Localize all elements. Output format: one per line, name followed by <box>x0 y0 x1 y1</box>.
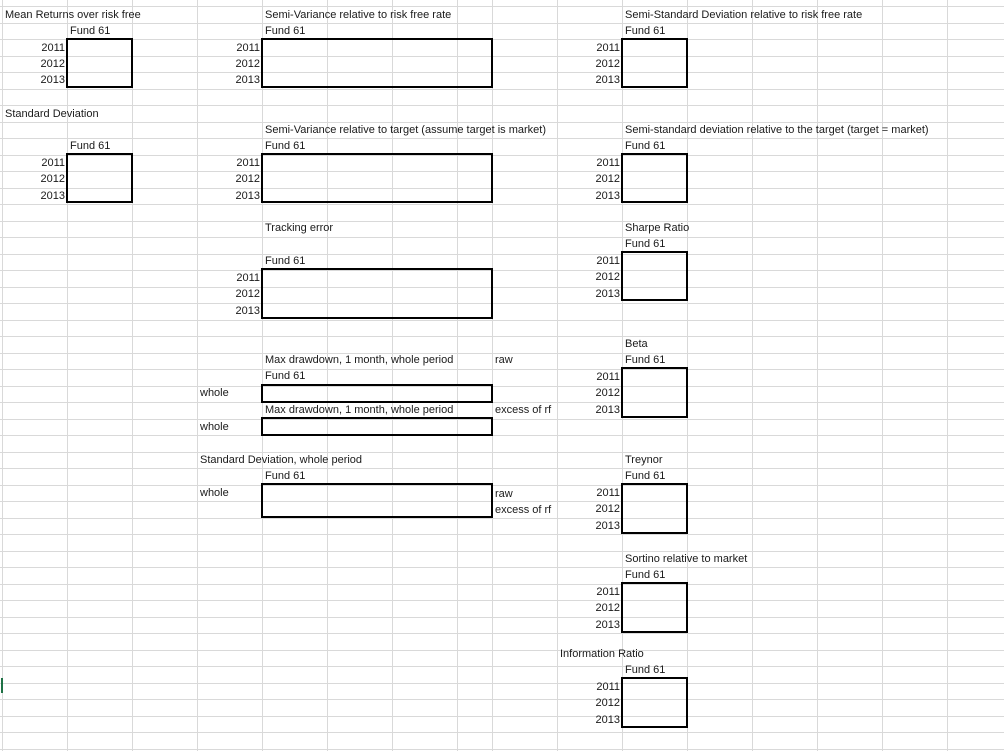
gridline <box>0 204 1004 205</box>
semi-sd-target-year-2011: 2011 <box>596 157 620 169</box>
gridline <box>0 188 1004 189</box>
gridline <box>0 435 1004 436</box>
gridline <box>0 386 1004 387</box>
gridline <box>0 155 1004 156</box>
max-drawdown-excess-title: Max drawdown, 1 month, whole period <box>265 404 454 416</box>
gridline <box>0 287 1004 288</box>
max-drawdown-fund-label: Fund 61 <box>265 370 306 382</box>
max-drawdown-raw-label: raw <box>495 354 513 366</box>
std-whole-excess-label: excess of rf <box>495 504 552 516</box>
semi-var-rf-fund-label: Fund 61 <box>265 25 306 37</box>
tracking-error-year-2011: 2011 <box>236 272 260 284</box>
mean-returns-year-2012: 2012 <box>40 58 65 70</box>
gridline <box>0 683 1004 684</box>
gridline <box>557 0 558 751</box>
semi-var-rf-input-box[interactable] <box>261 38 493 88</box>
gridline <box>0 89 1004 90</box>
treynor-year-2013: 2013 <box>595 520 620 532</box>
semi-var-rf-year-2012: 2012 <box>235 58 260 70</box>
max-drawdown-excess-input-box[interactable] <box>261 417 493 436</box>
sharpe-title: Sharpe Ratio <box>625 222 690 234</box>
gridline <box>0 171 1004 172</box>
max-drawdown-raw-title: Max drawdown, 1 month, whole period <box>265 354 454 366</box>
gridline <box>0 336 1004 337</box>
sortino-input-box[interactable] <box>621 582 688 633</box>
sharpe-year-2013: 2013 <box>595 288 620 300</box>
gridline <box>0 716 1004 717</box>
gridline <box>0 254 1004 255</box>
gridline <box>0 666 1004 667</box>
gridline <box>0 320 1004 321</box>
treynor-year-2011: 2011 <box>596 487 620 499</box>
semi-var-rf-year-2011: 2011 <box>236 42 260 54</box>
cell-cursor <box>1 678 3 693</box>
semi-sd-rf-fund-label: Fund 61 <box>625 25 666 37</box>
gridline <box>0 567 1004 568</box>
info-ratio-input-box[interactable] <box>621 677 688 728</box>
gridline <box>0 72 1004 73</box>
info-ratio-year-2012: 2012 <box>595 697 620 709</box>
std-whole-title: Standard Deviation, whole period <box>200 454 363 466</box>
gridline <box>0 600 1004 601</box>
std-dev-input-box[interactable] <box>66 153 133 203</box>
gridline <box>0 584 1004 585</box>
semi-sd-target-fund-label: Fund 61 <box>625 140 666 152</box>
semi-sd-target-input-box[interactable] <box>621 153 688 203</box>
sortino-title: Sortino relative to market <box>625 553 748 565</box>
gridline <box>0 105 1004 106</box>
semi-var-rf-year-2013: 2013 <box>235 74 260 86</box>
sharpe-input-box[interactable] <box>621 251 688 301</box>
treynor-year-2012: 2012 <box>595 503 620 515</box>
beta-fund-label: Fund 61 <box>625 354 666 366</box>
gridline <box>0 551 1004 552</box>
std-dev-year-2011: 2011 <box>41 157 65 169</box>
beta-year-2013: 2013 <box>595 404 620 416</box>
sortino-year-2013: 2013 <box>595 619 620 631</box>
gridline <box>262 0 263 751</box>
mean-returns-year-2011: 2011 <box>41 42 65 54</box>
semi-sd-target-year-2012: 2012 <box>595 173 620 185</box>
gridline <box>0 419 1004 420</box>
std-whole-raw-label: raw <box>495 488 513 500</box>
semi-sd-target-year-2013: 2013 <box>595 190 620 202</box>
gridline <box>0 452 1004 453</box>
max-drawdown-raw-input-box[interactable] <box>261 384 493 403</box>
sortino-year-2011: 2011 <box>596 586 620 598</box>
tracking-error-fund-label: Fund 61 <box>265 255 306 267</box>
max-drawdown-excess-label: excess of rf <box>495 404 552 416</box>
gridline <box>2 0 3 751</box>
gridline <box>882 0 883 751</box>
beta-title: Beta <box>625 338 648 350</box>
gridline <box>0 650 1004 651</box>
mean-returns-year-2013: 2013 <box>40 74 65 86</box>
gridline <box>457 0 458 751</box>
max-drawdown-whole-label-2: whole <box>200 421 229 433</box>
gridline <box>132 0 133 751</box>
sharpe-year-2011: 2011 <box>596 255 620 267</box>
gridline <box>0 270 1004 271</box>
semi-sd-rf-input-box[interactable] <box>621 38 688 88</box>
tracking-error-year-2012: 2012 <box>235 288 260 300</box>
mean-returns-fund-label: Fund 61 <box>70 25 111 37</box>
std-dev-fund-label: Fund 61 <box>70 140 111 152</box>
gridline <box>492 0 493 751</box>
mean-returns-input-box[interactable] <box>66 38 133 88</box>
gridline <box>0 732 1004 733</box>
gridline <box>947 0 948 751</box>
semi-sd-rf-year-2013: 2013 <box>595 74 620 86</box>
info-ratio-fund-label: Fund 61 <box>625 664 666 676</box>
treynor-fund-label: Fund 61 <box>625 470 666 482</box>
semi-sd-rf-year-2011: 2011 <box>596 42 620 54</box>
treynor-input-box[interactable] <box>621 483 688 534</box>
beta-year-2012: 2012 <box>595 387 620 399</box>
gridline <box>0 617 1004 618</box>
semi-var-target-year-2012: 2012 <box>235 173 260 185</box>
std-dev-title: Standard Deviation <box>5 108 99 120</box>
std-whole-whole-label: whole <box>200 487 229 499</box>
info-ratio-year-2013: 2013 <box>595 714 620 726</box>
treynor-title: Treynor <box>625 454 663 466</box>
gridline <box>0 534 1004 535</box>
gridline <box>392 0 393 751</box>
semi-sd-target-title: Semi-standard deviation relative to the target (target = market) <box>625 124 929 136</box>
gridline <box>0 138 1004 139</box>
std-whole-input-box[interactable] <box>261 483 493 518</box>
gridline <box>0 303 1004 304</box>
semi-sd-rf-title: Semi-Standard Deviation relative to risk free rate <box>625 9 863 21</box>
tracking-error-title: Tracking error <box>265 222 334 234</box>
gridline <box>0 699 1004 700</box>
gridline <box>0 749 1004 750</box>
gridline <box>0 237 1004 238</box>
std-whole-fund-label: Fund 61 <box>265 470 306 482</box>
sharpe-fund-label: Fund 61 <box>625 238 666 250</box>
gridline <box>0 468 1004 469</box>
semi-var-target-year-2013: 2013 <box>235 190 260 202</box>
gridline <box>752 0 753 751</box>
semi-var-target-input-box[interactable] <box>261 153 493 203</box>
gridline <box>197 0 198 751</box>
gridline <box>0 633 1004 634</box>
std-dev-year-2013: 2013 <box>40 190 65 202</box>
info-ratio-year-2011: 2011 <box>596 681 620 693</box>
semi-sd-rf-year-2012: 2012 <box>595 58 620 70</box>
gridline <box>0 56 1004 57</box>
semi-var-target-fund-label: Fund 61 <box>265 140 306 152</box>
semi-var-rf-title: Semi-Variance relative to risk free rate <box>265 9 452 21</box>
tracking-error-input-box[interactable] <box>261 268 493 319</box>
gridline <box>0 39 1004 40</box>
gridline <box>327 0 328 751</box>
semi-var-target-title: Semi-Variance relative to target (assume target is market) <box>265 124 547 136</box>
gridline <box>0 369 1004 370</box>
std-dev-year-2012: 2012 <box>40 173 65 185</box>
mean-returns-title: Mean Returns over risk free <box>5 9 141 21</box>
info-ratio-title: Information Ratio <box>560 648 644 660</box>
semi-var-target-year-2011: 2011 <box>236 157 260 169</box>
tracking-error-year-2013: 2013 <box>235 305 260 317</box>
sortino-fund-label: Fund 61 <box>625 569 666 581</box>
beta-year-2011: 2011 <box>596 371 620 383</box>
sharpe-year-2012: 2012 <box>595 271 620 283</box>
gridline <box>817 0 818 751</box>
max-drawdown-whole-label-1: whole <box>200 387 229 399</box>
beta-input-box[interactable] <box>621 367 688 418</box>
sortino-year-2012: 2012 <box>595 602 620 614</box>
gridline <box>0 221 1004 222</box>
